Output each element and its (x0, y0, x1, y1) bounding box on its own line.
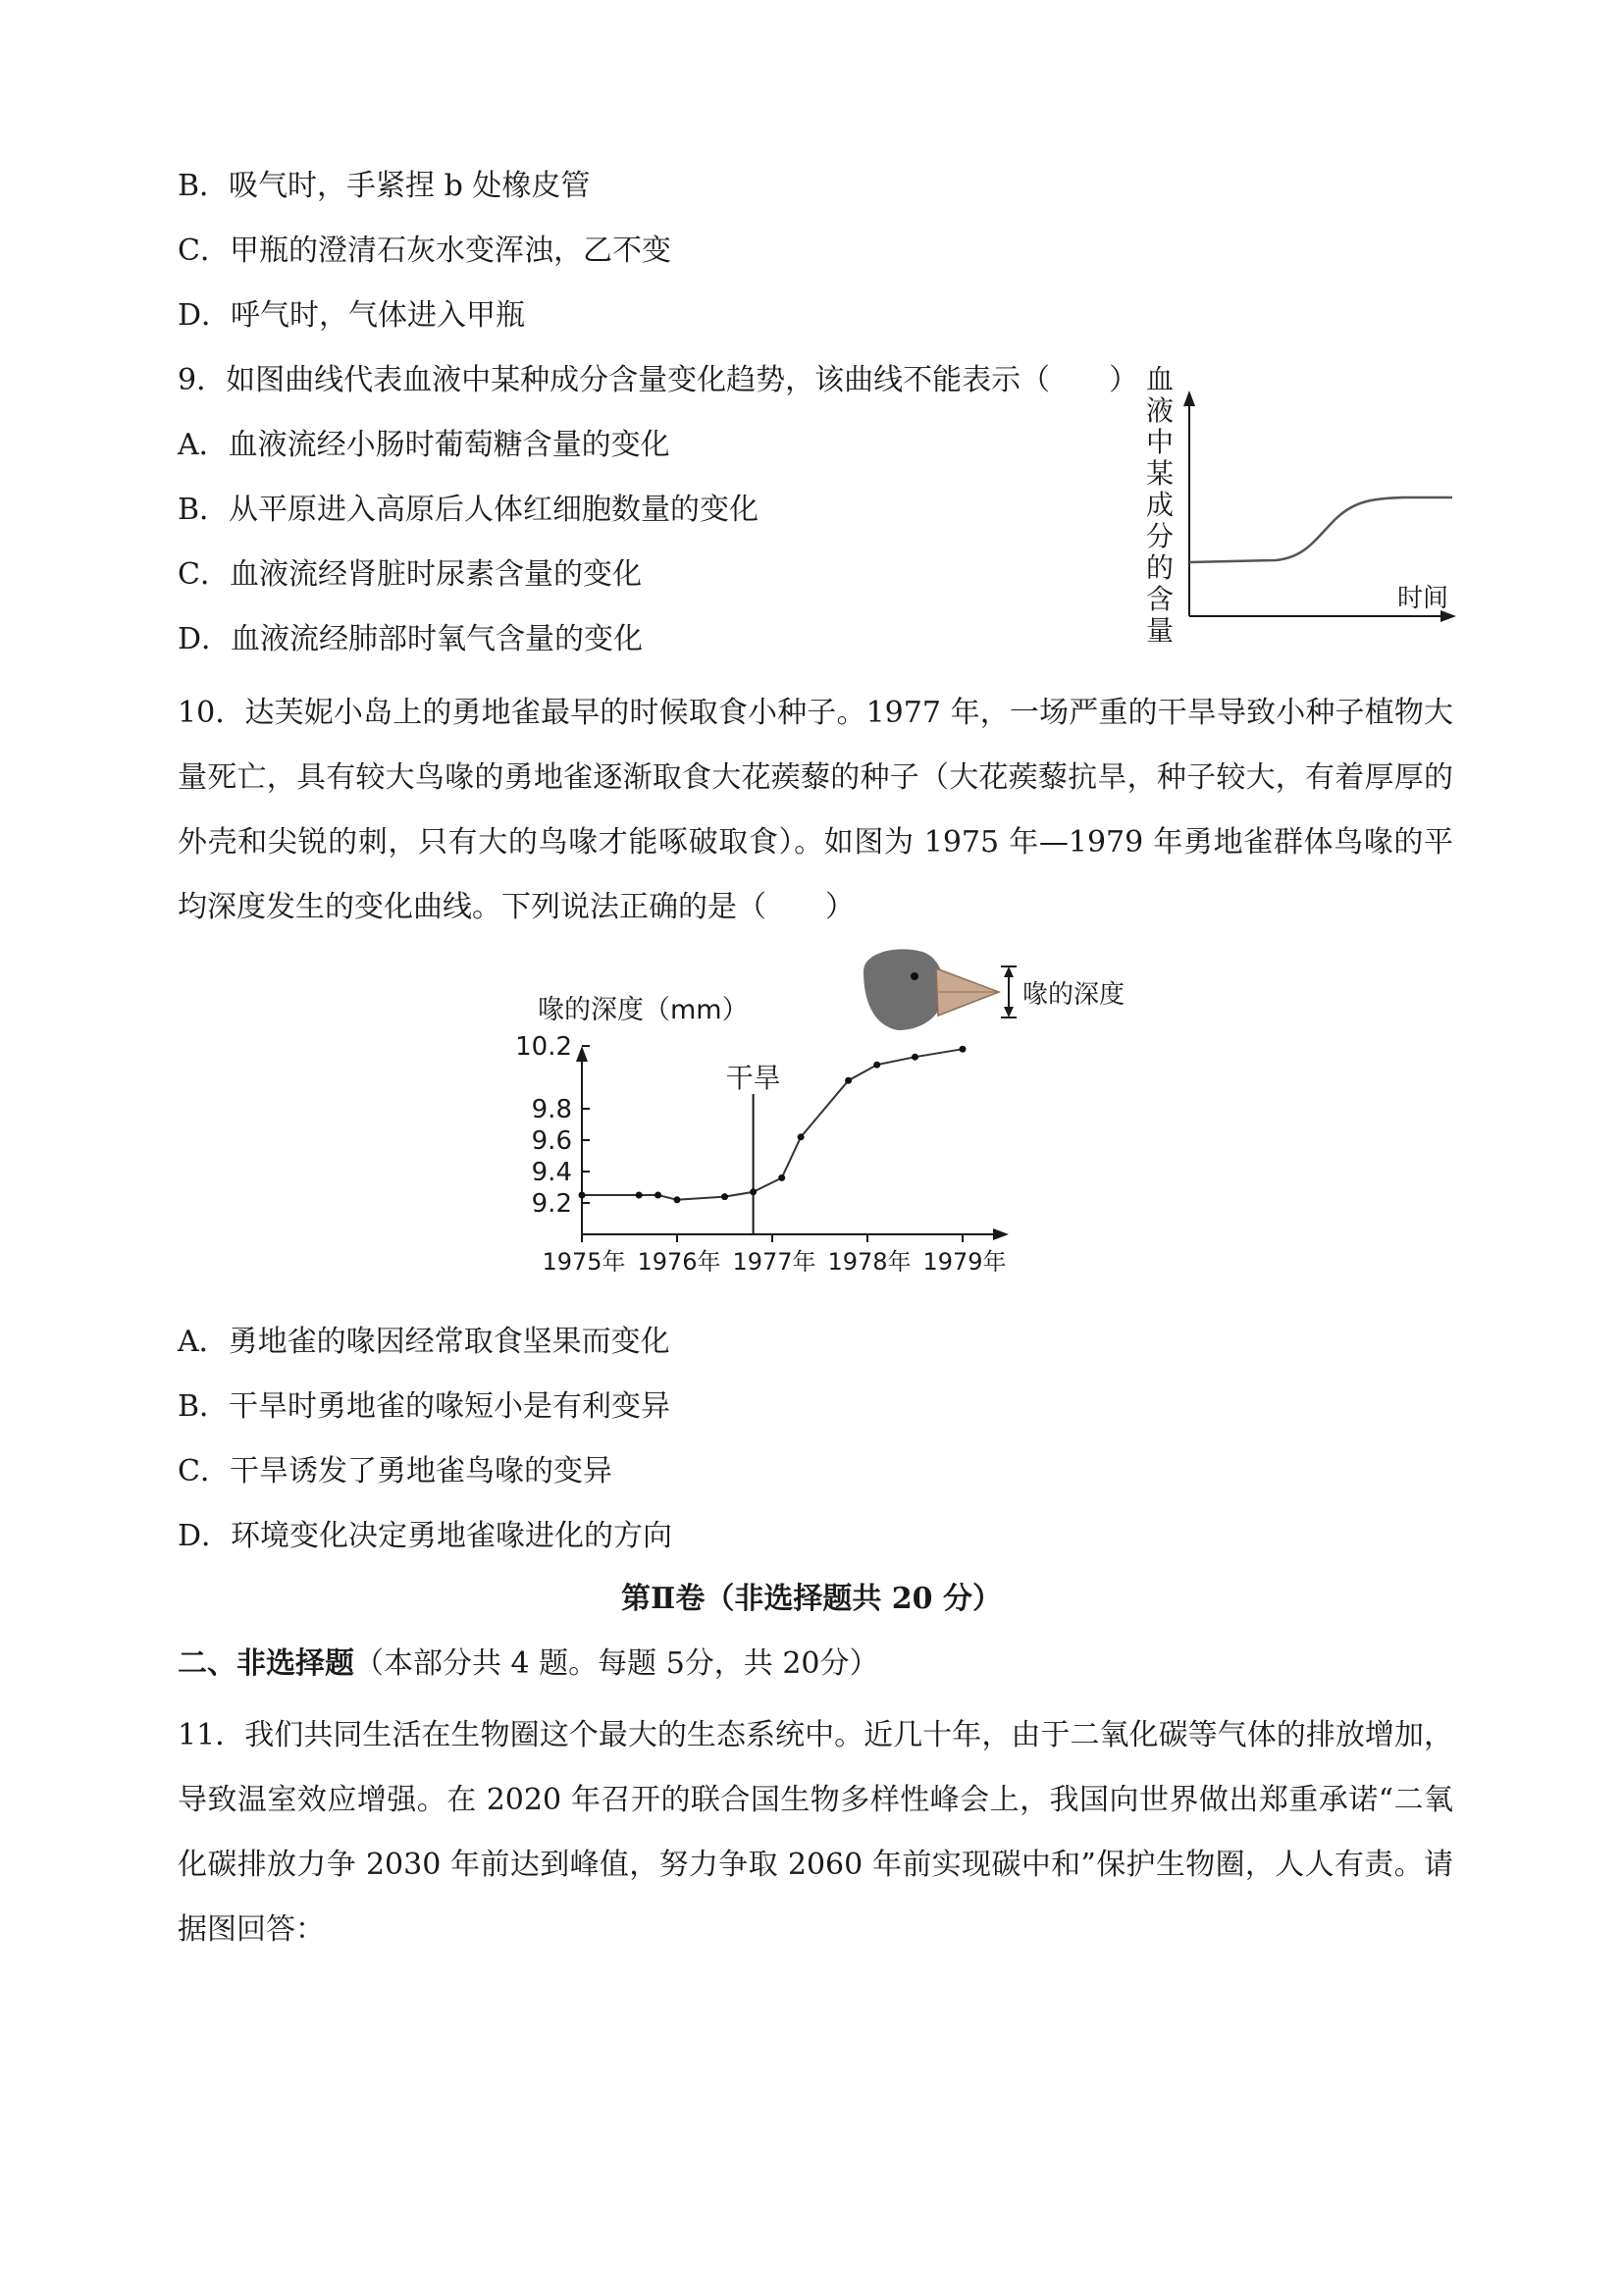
x-tick-label: 1979年 (922, 1248, 1007, 1276)
data-point (721, 1193, 728, 1200)
q9-option-d: D．血液流经肺部时氧气含量的变化 (178, 622, 644, 656)
q10-stem: 10．达芙妮小岛上的勇地雀最早的时候取食小种子。1977 年，一场严重的干旱导致小种子植物大量死亡，具有较大鸟喙的勇地雀逐渐取食大花蒺藜的种子（大花蒺藜抗旱，种子较大，有着厚厚的外壳和尖锐的刺，只有大的鸟喙才能啄破取食）。如图为 1975 年—1979 年勇地雀群体鸟喙的平均深度发生的变化曲线。下列说法正确的是（ ） (178, 696, 1453, 924)
data-point (674, 1196, 681, 1203)
section-heading-rest: （本部分共 4 题。每题 5分，共 20分） (354, 1646, 879, 1681)
q9-option-c: C．血液流经肾脏时尿素含量的变化 (178, 557, 642, 592)
q9-option-b: B．从平原进入高原后人体红细胞数量的变化 (178, 493, 759, 527)
data-point (845, 1077, 852, 1084)
q8-option-c: C．甲瓶的澄清石灰水变浑浊，乙不变 (178, 234, 671, 268)
svg-text:含: 含 (1145, 583, 1175, 615)
finch-eye (911, 972, 918, 980)
data-point (750, 1188, 757, 1195)
q9-trend-figure (1128, 353, 1472, 657)
data-point (960, 1046, 967, 1053)
data-point (654, 1192, 661, 1199)
data-point (912, 1054, 918, 1061)
svg-text:某: 某 (1145, 457, 1175, 490)
data-point (798, 1133, 805, 1140)
svg-text:成: 成 (1145, 489, 1175, 521)
data-point (873, 1062, 880, 1069)
drought-label: 干旱 (725, 1062, 781, 1094)
x-tick-label: 1977年 (732, 1248, 816, 1276)
y-tick-label: 9.4 (531, 1158, 572, 1187)
svg-text:量: 量 (1145, 614, 1175, 647)
svg-text:中: 中 (1145, 426, 1175, 458)
q8-option-d: D．呼气时，气体进入甲瓶 (178, 298, 526, 333)
svg-text:的: 的 (1145, 551, 1175, 584)
q9-y-axis-label (1146, 363, 1174, 647)
q9-stem: 9．如图曲线代表血液中某种成分含量变化趋势，该曲线不能表示（ ） (178, 363, 1139, 397)
data-point (579, 1192, 586, 1199)
q9-x-axis-label: 时间 (1396, 584, 1449, 613)
section-heading-bold: 二、非选择题 (178, 1646, 354, 1681)
svg-text:血: 血 (1145, 363, 1175, 395)
q10-option-a: A．勇地雀的喙因经常取食坚果而变化 (178, 1325, 670, 1359)
q11-stem: 11．我们共同生活在生物圈这个最大的生态系统中。近几十年，由于二氧化碳等气体的排放增加，导致温室效应增强。在 2020 年召开的联合国生物多样性峰会上，我国向世界做出郑重承诺“二氧化碳排放力争 2030 年前达到峰值，努力争取 2060 年前实现碳中和”保护生物圈，人人有责。请据图回答： (178, 1718, 1453, 1947)
x-tick-label: 1976年 (637, 1248, 721, 1276)
beak-depth-chart (500, 991, 1011, 1295)
data-point (636, 1192, 643, 1199)
beak-depth-label: 喙的深度 (1022, 980, 1126, 1010)
q10-option-b: B．干旱时勇地雀的喙短小是有利变异 (178, 1389, 671, 1424)
y-tick-label: 9.8 (531, 1095, 572, 1124)
y-tick-label: 9.6 (531, 1126, 572, 1156)
section-heading (178, 1644, 879, 1684)
q10-option-c: C．干旱诱发了勇地雀鸟喙的变异 (178, 1454, 612, 1488)
q8-option-b: B．吸气时，手紧捏 b 处橡皮管 (178, 169, 591, 203)
x-tick-label: 1978年 (827, 1248, 912, 1276)
chart-y-arrow (576, 1046, 588, 1062)
q9-option-a: A．血液流经小肠时葡萄糖含量的变化 (178, 428, 670, 462)
q10-option-d: D．环境变化决定勇地雀喙进化的方向 (178, 1519, 673, 1553)
y-tick-label: 9.2 (531, 1189, 572, 1219)
svg-text:液: 液 (1145, 394, 1175, 427)
data-point (778, 1174, 785, 1181)
chart-x-arrow (993, 1228, 1009, 1240)
section-title: 第Ⅱ卷（非选择题共 20 分） (621, 1582, 1002, 1616)
svg-text:分: 分 (1145, 520, 1175, 552)
q9-y-arrow (1183, 391, 1195, 406)
x-tick-label: 1975年 (542, 1248, 626, 1276)
chart-y-label: 喙的深度（mm） (538, 995, 749, 1025)
q9-curve (1189, 497, 1452, 562)
y-tick-label: 10.2 (515, 1032, 572, 1062)
